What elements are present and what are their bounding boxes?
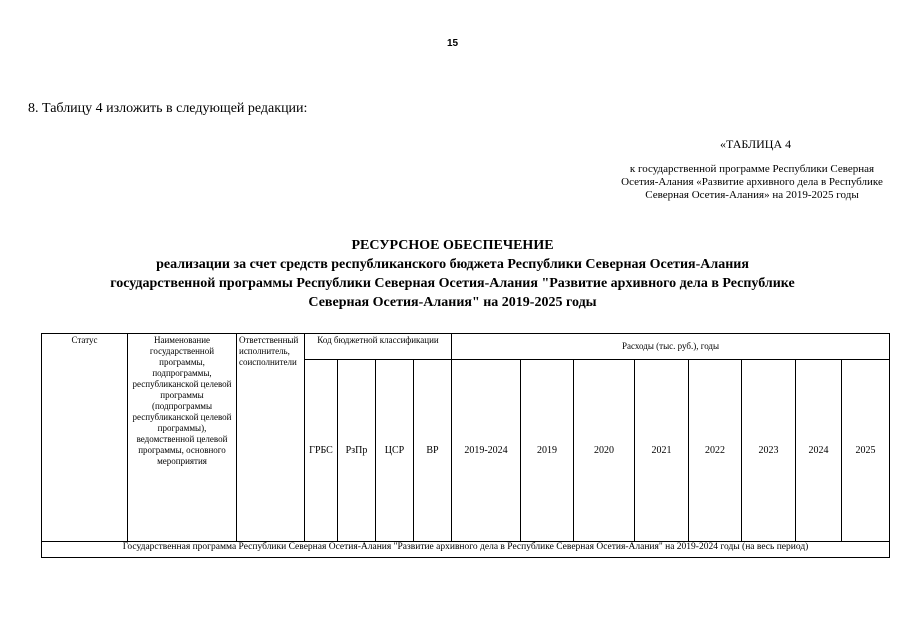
header-vr: ВР (414, 360, 452, 542)
header-status: Статус (42, 334, 128, 542)
title-line: Северная Осетия-Алания" на 2019-2025 годы (308, 295, 597, 310)
header-grbs: ГРБС (305, 360, 338, 542)
title-line: государственной программы Республики Северная Осетия-Алания "Развитие архивного дела в Республике (110, 276, 795, 291)
header-year: 2021 (635, 360, 689, 542)
header-rzpr: РзПр (338, 360, 376, 542)
document-title (0, 236, 905, 312)
header-year: 2023 (742, 360, 796, 542)
title-line: реализации за счет средств республиканского бюджета Республики Северная Осетия-Алания (156, 257, 749, 272)
header-csr: ЦСР (376, 360, 414, 542)
table-reference: к государственной программе Республики Северная Осетия-Алания «Развитие архивного дела в Республике Северная Осетия-Алания» на 2019-2025 годы (621, 163, 883, 201)
title-line: РЕСУРСНОЕ ОБЕСПЕЧЕНИЕ (351, 238, 554, 253)
header-year: 2025 (842, 360, 890, 542)
header-year: 2020 (574, 360, 635, 542)
header-budget-code: Код бюджетной классификации (305, 334, 452, 360)
header-responsible: Ответственный исполнитель, соисполнители (237, 334, 305, 542)
header-year: 2022 (689, 360, 742, 542)
header-expenses: Расходы (тыс. руб.), годы (452, 334, 890, 360)
header-year: 2024 (796, 360, 842, 542)
header-year: 2019-2024 (452, 360, 521, 542)
instruction-text: 8. Таблицу 4 изложить в следующей редакции: (28, 101, 308, 116)
program-row: Государственная программа Республики Северная Осетия-Алания "Развитие архивного дела в Республике Северная Осетия-Алания" на 2019-2024 годы (на весь период) (42, 542, 890, 558)
resource-table (41, 333, 890, 558)
page-number: 15 (446, 38, 459, 49)
table-label: «ТАБЛИЦА 4 (720, 137, 792, 151)
header-name: Наименование государственной программы, подпрограммы, республиканской целевой программы (подпрограммы республиканской целевой программы), ведомственной целевой программы, основного мероприятия (128, 334, 237, 542)
header-year: 2019 (521, 360, 574, 542)
